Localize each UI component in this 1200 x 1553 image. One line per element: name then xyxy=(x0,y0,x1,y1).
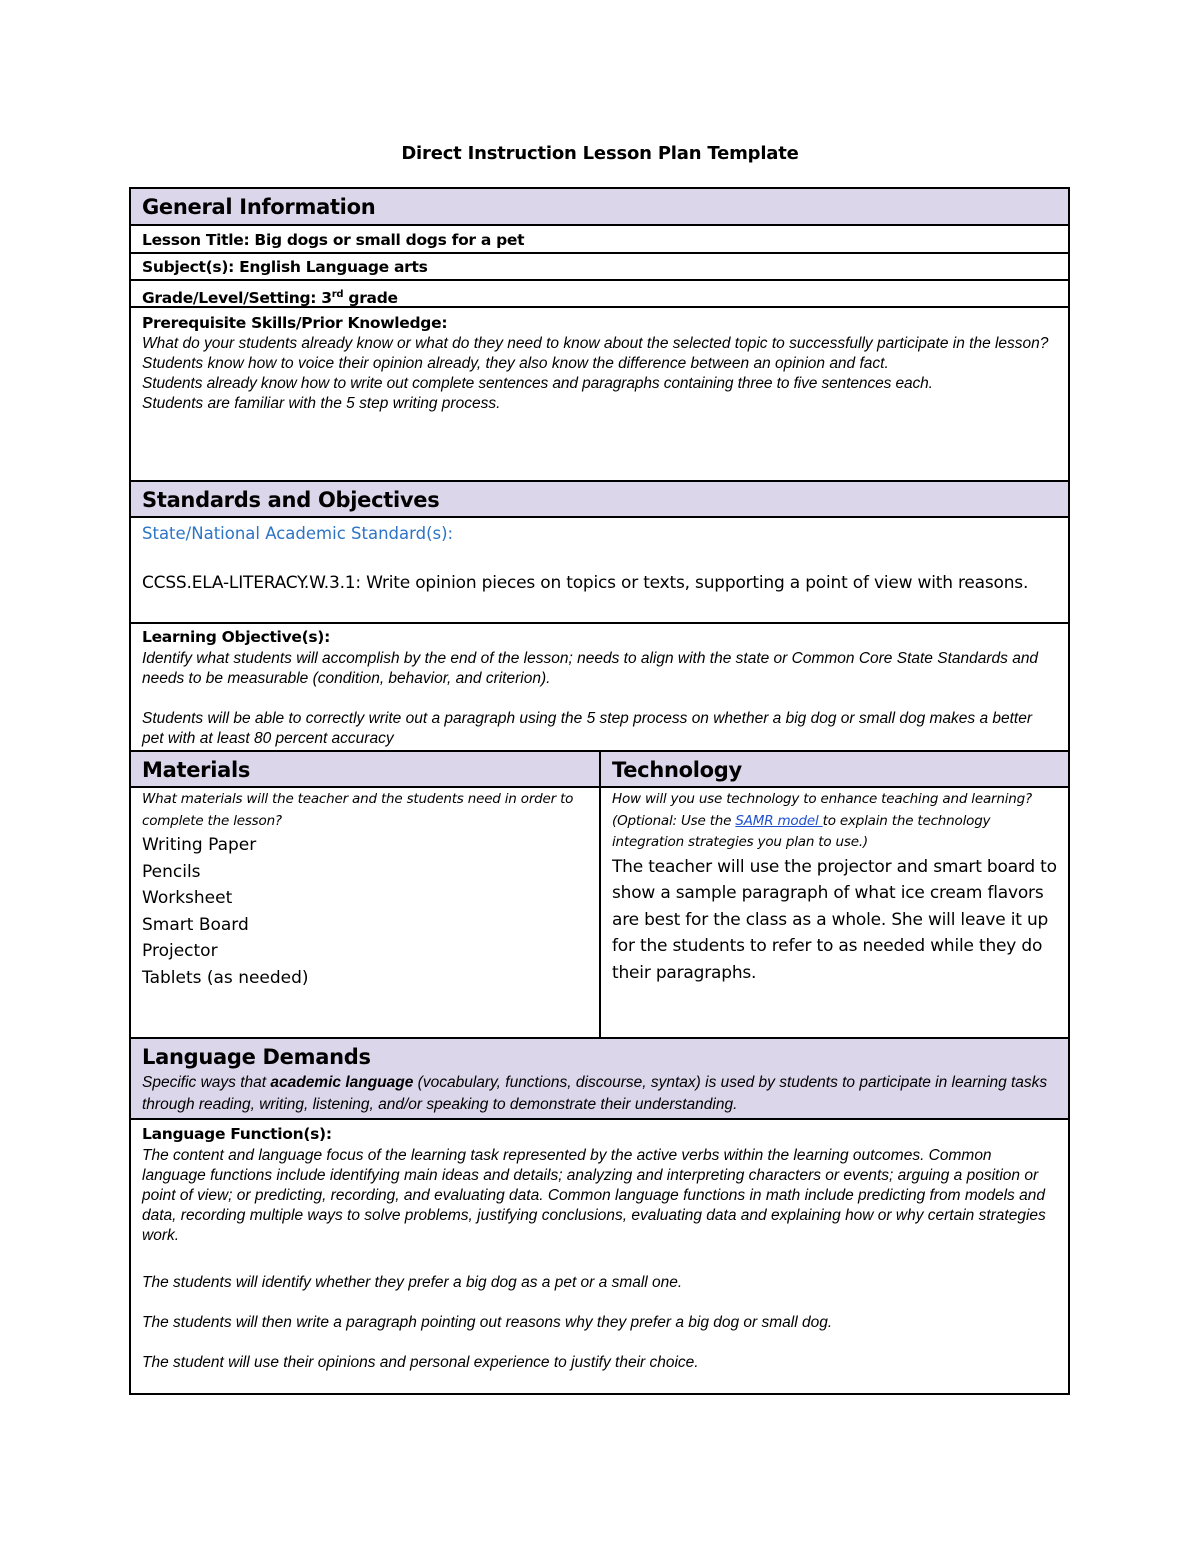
academic-standard-label: State/National Academic Standard(s): xyxy=(142,524,454,543)
learning-objective-text: Students will be able to correctly write out a paragraph using the 5 step process on whether a big dog or small dog makes a better pet with at least 80 percent accuracy xyxy=(142,710,1033,747)
materials-item: Writing Paper xyxy=(142,835,257,855)
materials-prompt: What materials will the teacher and the students need in order to complete the lesson? xyxy=(142,791,574,829)
materials-item: Pencils xyxy=(142,861,201,882)
materials-item: Worksheet xyxy=(142,888,233,908)
prereq-row xyxy=(131,306,1068,480)
prereq-line: Students are familiar with the 5 step writing process. xyxy=(142,395,501,412)
grade-level: Grade/Level/Setting: 3rd grade xyxy=(142,289,398,308)
prereq-label: Prerequisite Skills/Prior Knowledge: xyxy=(142,314,448,332)
grade-row xyxy=(131,279,1068,306)
general-info-heading: General Information xyxy=(142,195,376,219)
language-function-statement: The students will identify whether they prefer a big dog as a pet or a small one. xyxy=(142,1274,683,1291)
materials-item: Smart Board xyxy=(142,914,249,935)
language-function-statement: The student will use their opinions and personal experience to justify their choice. xyxy=(142,1354,699,1371)
standards-heading: Standards and Objectives xyxy=(142,488,440,512)
materials-heading: Materials xyxy=(142,758,251,782)
materials-technology-body xyxy=(131,786,1068,1037)
lesson-title: Lesson Title: Big dogs or small dogs for a pet xyxy=(142,231,525,249)
technology-body: The teacher will use the projector and smart board to show a sample paragraph of what ice cream flavors are best for the class as a whole. She will leave it up for the students to refer to as needed while they do their paragraphs. xyxy=(612,856,1057,983)
language-demands-header xyxy=(131,1037,1068,1118)
materials-item: Projector xyxy=(142,941,218,961)
language-demands-description: Specific ways that academic language (vocabulary, functions, discourse, syntax) is used by students to participate in learning tasks through reading, writing, listening, and/or speaking to demonstrate their understanding. xyxy=(142,1074,1048,1113)
samr-model-link[interactable]: SAMR model xyxy=(735,812,823,829)
technology-prompt: How will you use technology to enhance teaching and learning? (Optional: Use the SAMR model to explain the technology integration strategies you plan to use.) xyxy=(612,791,1032,850)
subjects-row xyxy=(131,252,1068,279)
prereq-prompt: What do your students already know or what do they need to know about the selected topic to successfully participate in the lesson? xyxy=(142,335,1049,352)
prereq-line: Students know how to voice their opinion already, they also know the difference between an opinion and fact. xyxy=(142,355,889,372)
academic-standards-row xyxy=(131,516,1068,622)
prereq-line: Students already know how to write out complete sentences and paragraphs containing three to five sentences each. xyxy=(142,375,933,392)
language-function-statement: The students will then write a paragraph pointing out reasons why they prefer a big dog or small dog. xyxy=(142,1314,833,1331)
technology-heading: Technology xyxy=(612,758,742,782)
materials-item: Tablets (as needed) xyxy=(142,967,309,988)
language-function-row xyxy=(131,1118,1068,1393)
document-title: Direct Instruction Lesson Plan Template xyxy=(401,143,799,164)
general-info-header xyxy=(131,189,1068,224)
lesson-plan-table xyxy=(129,187,1070,1395)
language-function-prompt: The content and language focus of the learning task represented by the active verbs within the learning outcomes. Common language functions include identifying main ideas and details; analyzing and interpreting characters or events; arguing a position or point of view; or predicting, recording, and evaluating data. Common language functions in math include predicting from models and data, recording multiple ways to solve problems, justifying conclusions, evaluating data and explaining how or why certain strategies work. xyxy=(142,1147,1046,1244)
ccss-standard: CCSS.ELA-LITERACY.W.3.1: Write opinion pieces on topics or texts, supporting a point of view with reasons. xyxy=(142,573,1029,593)
learning-objective-label: Learning Objective(s): xyxy=(142,628,330,646)
learning-objective-prompt: Identify what students will accomplish by the end of the lesson; needs to align with the state or Common Core State Standards and needs to be measurable (condition, behavior, and criterion). xyxy=(142,650,1039,687)
language-demands-heading: Language Demands xyxy=(142,1045,371,1069)
lesson-title-row xyxy=(131,224,1068,252)
subjects: Subject(s): English Language arts xyxy=(142,258,428,276)
standards-header xyxy=(131,480,1068,516)
learning-objectives-row xyxy=(131,622,1068,750)
language-function-label: Language Function(s): xyxy=(142,1125,332,1143)
materials-technology-header xyxy=(131,750,1068,786)
